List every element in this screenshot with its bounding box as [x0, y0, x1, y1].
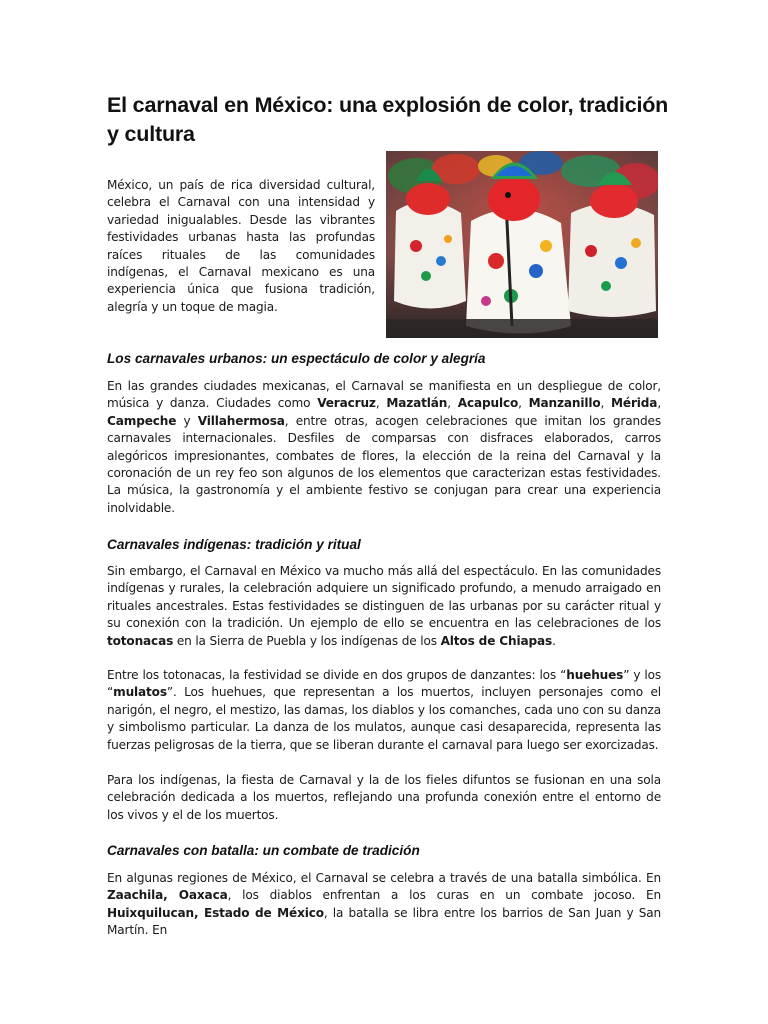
- city-mazatlan: Mazatlán: [386, 396, 448, 411]
- carnival-dancers-photo: [386, 151, 658, 338]
- indigenous-paragraph-2: Entre los totonacas, la festividad se divide en dos grupos de danzantes: los “huehues” y los “mulatos”. Los huehues, que representan a los muertos, incluyen personajes como el narigón, el negro, el mestizo, las damas, los diablos y los comanches, cada uno con su danza y simbolismo particular. La danza de los mulatos, aunque casi desaparecida, representa las fuerzas peligrosas de la tierra, que se liberan durante el carnaval para luego ser exorcizadas.: [107, 668, 662, 752]
- section-heading-urban: Los carnavales urbanos: un espectáculo de color y alegría: [107, 351, 486, 366]
- city-veracruz: Veracruz: [317, 396, 376, 411]
- city-acapulco: Acapulco: [457, 396, 519, 411]
- city-campeche: Campeche: [107, 413, 177, 428]
- indigenous-paragraph-3: Para los indígenas, la fiesta de Carnaval y la de los fieles difuntos se fusionan en una sola celebración dedicada a los muertos, reflejando una profunda conexión entre el entorno de los vivos y el de los muertos.: [107, 773, 661, 822]
- page-title: El carnaval en México: una explosión de color, tradición y cultura: [107, 93, 669, 146]
- urban-paragraph: En las grandes ciudades mexicanas, el Carnaval se manifiesta en un despliegue de color, música y danza. Ciudades como Veracruz, Mazatlán, Acapulco, Manzanillo, Mérida, Campeche y Villahermosa, entre otras, acogen celebraciones que imitan los grandes carnavales internacionales. Desfiles de comparsas con disfraces elaborados, carros alegóricos impresionantes, combates de flores, la elección de la reina del Carnaval y la coronación de un rey feo son algunos de los elementos que caracterizan estas festividades. La música, la gastronomía y el ambiente festivo se conjugan para crear una experiencia inolvidable.: [107, 379, 662, 515]
- intro-paragraph: México, un país de rica diversidad cultural, celebra el Carnaval con una intensidad y variedad inigualables. Desde las vibrantes festividades urbanas hasta las profundas raíces rituales de las comunidades indígenas, el Carnaval mexicano es una experiencia única que fusiona tradición, alegría y un toque de magia.: [107, 178, 375, 314]
- battle-paragraph: En algunas regiones de México, el Carnaval se celebra a través de una batalla simbólica. En Zaachila, Oaxaca, los diablos enfrentan a los curas en un combate jocoso. En Huixquilucan, Estado de México, la batalla se libra entre los barrios de San Juan y San Martín. En: [107, 871, 662, 938]
- indigenous-paragraph-1: Sin embargo, el Carnaval en México va mucho más allá del espectáculo. En las comunidades indígenas y rurales, la celebración adquiere un significado profundo, a menudo arraigado en rituales ancestrales. Estas festividades se distinguen de las urbanas por su carácter ritual y su conexión con la tradición. Un ejemplo de ello se encuentra en las celebraciones de los totonacas en la Sierra de Puebla y los indígenas de los Altos de Chiapas.: [107, 564, 661, 648]
- carnival-dancers-illustration: [386, 151, 658, 338]
- city-manzanillo: Manzanillo: [528, 396, 601, 411]
- section-heading-indigenous: Carnavales indígenas: tradición y ritual: [107, 537, 361, 552]
- city-merida: Mérida: [611, 396, 658, 411]
- section-heading-battle: Carnavales con batalla: un combate de tradición: [107, 843, 420, 858]
- city-villahermosa: Villahermosa: [197, 413, 285, 428]
